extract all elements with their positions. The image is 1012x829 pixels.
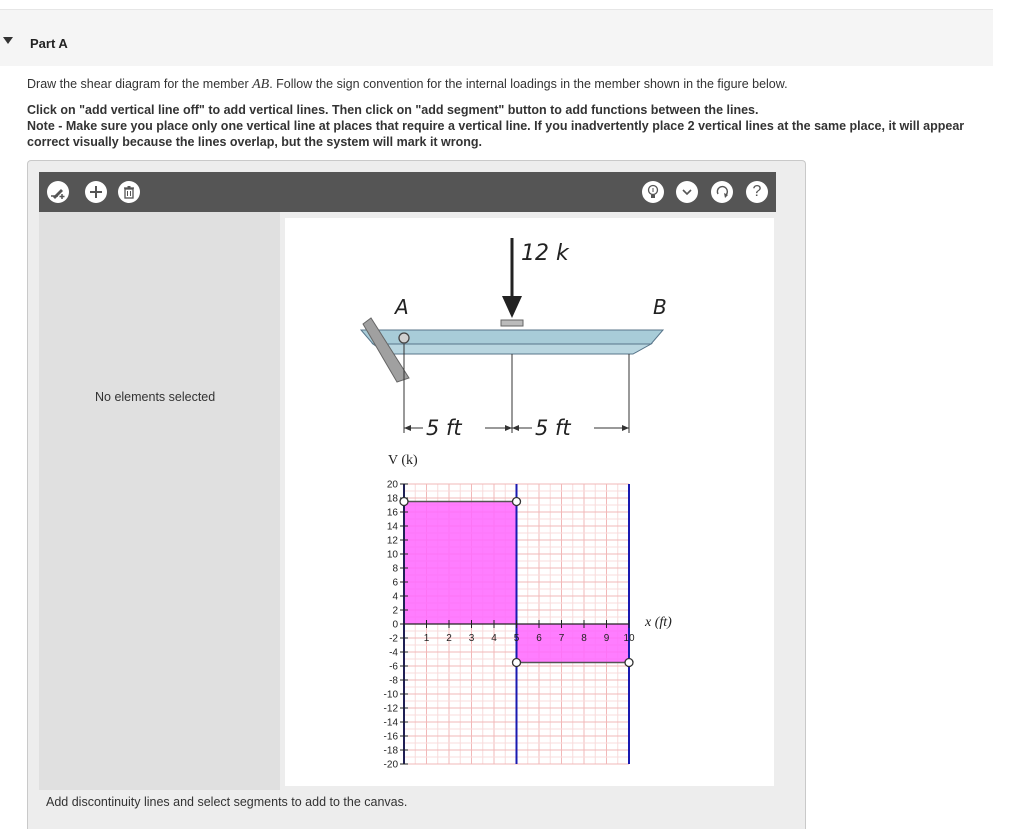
add-vertical-line-icon[interactable] — [47, 181, 69, 203]
y-tick-label: 8 — [392, 563, 398, 575]
instruction-block — [27, 102, 972, 150]
instruction-text: . Follow the sign convention for the internal loadings in the member shown in the figure below. — [269, 77, 788, 91]
drawing-canvas[interactable] — [285, 218, 774, 786]
segment-handle[interactable] — [513, 498, 521, 506]
canvas-figure — [285, 218, 774, 786]
y-tick-label: 10 — [386, 549, 398, 561]
instruction-line-1 — [27, 77, 788, 93]
y-tick-label: -14 — [383, 717, 398, 729]
part-title: Part A — [30, 36, 68, 51]
y-tick-label: 14 — [386, 521, 398, 533]
dimension-label-2: 5 ft — [535, 416, 571, 440]
x-tick-label: 8 — [581, 633, 587, 644]
x-axis-label: x (ft) — [645, 615, 672, 630]
y-tick-label: -20 — [383, 759, 398, 771]
y-tick-label: -16 — [383, 731, 398, 743]
point-b-label: B — [653, 295, 667, 319]
x-tick-label: 6 — [536, 633, 542, 644]
y-tick-label: 16 — [386, 507, 398, 519]
part-header[interactable] — [0, 10, 993, 66]
shear-fill — [404, 502, 517, 625]
point-a-label: A — [395, 295, 409, 319]
y-tick-label: -6 — [389, 661, 398, 673]
y-tick-label: -2 — [389, 633, 398, 645]
y-tick-label: 20 — [386, 479, 398, 491]
x-tick-label: 7 — [558, 633, 565, 644]
shear-fill — [517, 624, 630, 663]
y-tick-label: 0 — [392, 619, 398, 631]
segment-handle[interactable] — [513, 659, 521, 667]
segment-handle[interactable] — [625, 659, 633, 667]
load-arrowhead — [502, 296, 522, 318]
y-tick-label: 6 — [392, 577, 398, 589]
no-selection-text: No elements selected — [95, 390, 216, 404]
instruction-line-2: Click on "add vertical line off" to add vertical lines. Then click on "add segment" button to add functions between the lines. — [27, 103, 759, 117]
y-tick-label: 12 — [386, 535, 398, 547]
toolbar — [39, 172, 776, 212]
load-label: 12 k — [521, 241, 569, 266]
hint-icon[interactable] — [642, 181, 664, 203]
y-tick-label: -18 — [383, 745, 398, 757]
collapse-triangle-icon[interactable] — [3, 37, 13, 44]
x-tick-label: 5 — [513, 633, 520, 644]
add-segment-icon[interactable] — [85, 181, 107, 203]
instruction-text: Draw the shear diagram for the member — [27, 77, 253, 91]
y-tick-label: -8 — [389, 675, 398, 687]
y-axis-label: V (k) — [388, 453, 418, 468]
y-tick-label: 2 — [392, 605, 398, 617]
segment-handle[interactable] — [400, 498, 408, 506]
x-tick-label: 4 — [491, 633, 497, 644]
y-tick-label: 18 — [386, 493, 398, 505]
y-tick-label: -10 — [383, 689, 398, 701]
y-tick-label: -12 — [383, 703, 398, 715]
member-label: AB — [252, 77, 270, 92]
x-tick-label: 3 — [468, 633, 475, 644]
help-icon[interactable]: ? — [746, 181, 768, 203]
properties-panel — [39, 212, 280, 790]
beam-figure — [361, 238, 663, 433]
pin-icon — [399, 333, 409, 343]
dimension-label-1: 5 ft — [426, 416, 462, 440]
y-tick-label: -4 — [389, 647, 398, 659]
x-tick-label: 1 — [423, 633, 430, 644]
x-tick-label: 9 — [603, 633, 610, 644]
chevron-down-icon[interactable] — [676, 181, 698, 203]
x-tick-label: 10 — [623, 633, 635, 644]
reset-icon[interactable] — [711, 181, 733, 203]
y-tick-label: 4 — [392, 591, 398, 603]
status-message: Add discontinuity lines and select segments to add to the canvas. — [46, 795, 408, 809]
x-tick-label: 2 — [446, 633, 452, 644]
load-plate — [501, 320, 523, 326]
delete-icon[interactable] — [118, 181, 140, 203]
instruction-note: Note - Make sure you place only one vertical line at places that require a vertical line. If you inadvertently place 2 vertical lines at the same place, it will appear correct visually because the lines overlap, but the system will mark it wrong. — [27, 119, 965, 149]
